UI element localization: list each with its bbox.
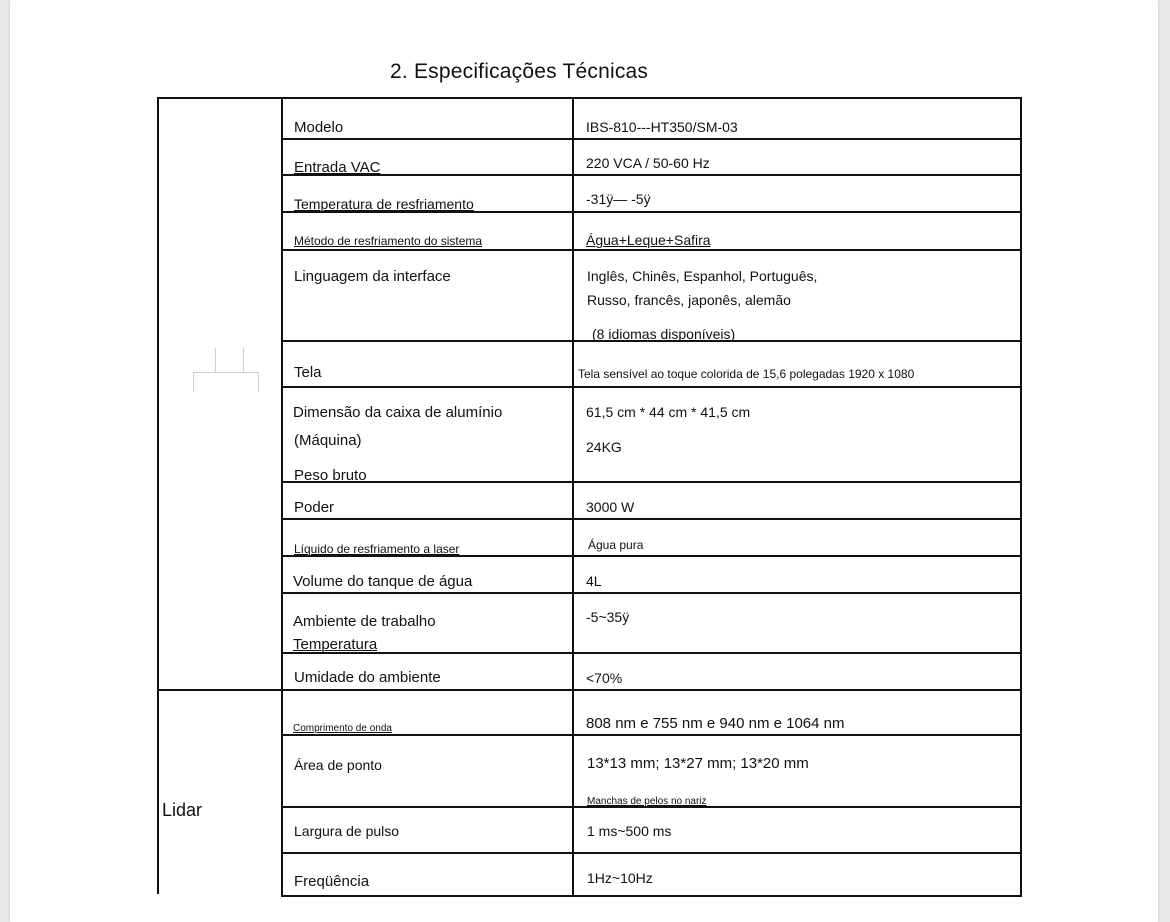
spec-label: Temperatura de resfriamento bbox=[294, 196, 474, 212]
section-label-lidar: Lidar bbox=[162, 800, 203, 820]
spec-value-line: Russo, francês, japonês, alemão bbox=[587, 292, 791, 308]
spec-label: Modelo bbox=[294, 119, 344, 136]
spec-value: Água pura bbox=[588, 538, 644, 552]
spec-label-line: Dimensão da caixa de alumínio bbox=[293, 404, 503, 421]
spec-label-line: (Máquina) bbox=[294, 432, 362, 449]
spec-value: Tela sensível ao toque colorida de 15,6 polegadas 1920 x 1080 bbox=[578, 367, 915, 381]
spec-label: Freqüência bbox=[294, 873, 370, 890]
spec-value-line: 24KG bbox=[586, 439, 622, 455]
spec-label: Poder bbox=[294, 499, 335, 516]
spec-label-line: Temperatura bbox=[293, 636, 378, 653]
spec-value-line: (8 idiomas disponíveis) bbox=[592, 326, 736, 342]
spec-value: 3000 W bbox=[586, 499, 635, 515]
spec-value: 1 ms~500 ms bbox=[587, 823, 672, 839]
spec-label: Umidade do ambiente bbox=[294, 669, 441, 686]
spec-label: Entrada VAC bbox=[294, 159, 381, 176]
spec-label: Comprimento de onda bbox=[293, 723, 392, 734]
spec-value-line: Inglês, Chinês, Espanhol, Português, bbox=[587, 268, 818, 284]
spec-label: Líquido de resfriamento a laser bbox=[294, 542, 460, 556]
spec-value: <70% bbox=[586, 670, 623, 686]
spec-label: Linguagem da interface bbox=[294, 268, 451, 285]
spec-value-line: 61,5 cm * 44 cm * 41,5 cm bbox=[586, 404, 751, 420]
spec-label: Área de ponto bbox=[294, 757, 382, 773]
spec-value: -5~35ÿ bbox=[586, 609, 630, 625]
spec-note: Manchas de pelos no nariz bbox=[587, 796, 707, 807]
spec-value: 4L bbox=[586, 573, 602, 589]
spec-label-line: Peso bruto bbox=[294, 467, 367, 484]
spec-value: -31ÿ— -5ÿ bbox=[586, 191, 651, 207]
spec-value: Água+Leque+Safira bbox=[586, 232, 711, 248]
spec-value: 220 VCA / 50-60 Hz bbox=[586, 155, 710, 171]
spec-label: Método de resfriamento do sistema bbox=[294, 234, 483, 248]
spec-value: 808 nm e 755 nm e 940 nm e 1064 nm bbox=[586, 715, 845, 732]
spec-value: 1Hz~10Hz bbox=[587, 870, 653, 886]
spec-label: Largura de pulso bbox=[294, 823, 400, 839]
spec-value: IBS-810---HT350/SM-03 bbox=[586, 119, 738, 135]
spec-label-line: Ambiente de trabalho bbox=[293, 613, 436, 630]
spec-label: Volume do tanque de água bbox=[293, 573, 473, 590]
spec-value: 13*13 mm; 13*27 mm; 13*20 mm bbox=[587, 755, 809, 772]
page-title: 2. Especificações Técnicas bbox=[390, 60, 649, 83]
spec-label: Tela bbox=[294, 364, 322, 381]
